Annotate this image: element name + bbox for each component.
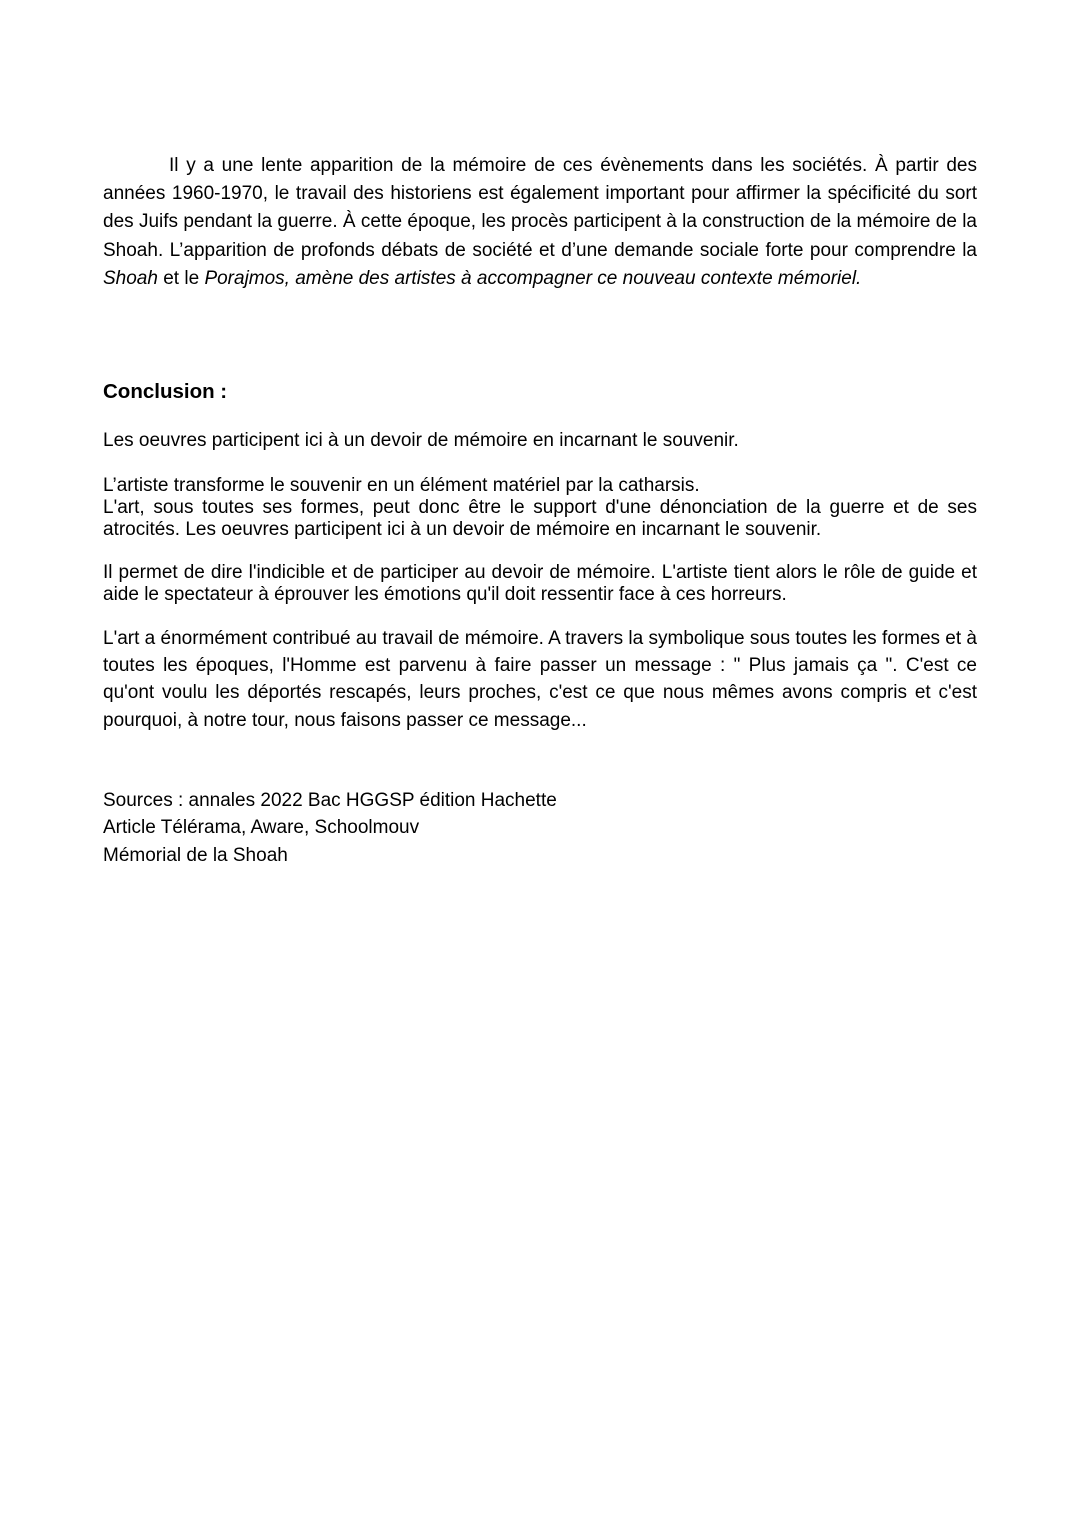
conclusion-paragraph-4: L'art a énormément contribué au travail de mémoire. A travers la symbolique sous toutes les formes et à toutes les époques, l'Homme est parvenu à faire passer un message : " Plus jamais ça ". C'est ce qu'ont voulu les déportés rescapés, leurs proches, c'est ce que nous mêmes avons compris et c'est pourquoi, à notre tour, nous faisons passer ce message... xyxy=(103,628,977,731)
intro-shoah-italic: Shoah xyxy=(103,267,158,289)
conclusion-heading: Conclusion : xyxy=(103,380,228,403)
source-item: Mémorial de la Shoah xyxy=(103,844,288,866)
intro-paragraph xyxy=(103,152,977,293)
conclusion-paragraph-2-line-1: L’artiste transforme le souvenir en un élément matériel par la catharsis. xyxy=(103,475,700,496)
source-item: Sources : annales 2022 Bac HGGSP édition Hachette xyxy=(103,790,557,811)
intro-text-part1: Il y a une lente apparition de la mémoire de ces évènements dans les sociétés. À partir des années 1960-1970, le travail des historiens est également important pour affirmer la spécificité du sort des Juifs pendant la guerre. À cette époque, les procès participent à la construction de la mémoire de la Shoah. L’apparition de profonds débats de société et d’une demande sociale forte pour comprendre la xyxy=(103,155,977,261)
intro-text-part2: et le xyxy=(157,267,205,289)
intro-italic-tail: Porajmos, amène des artistes à accompagner ce nouveau contexte mémoriel. xyxy=(204,267,862,289)
conclusion-paragraph-3: Il permet de dire l'indicible et de participer au devoir de mémoire. L'artiste tient alors le rôle de guide et aide le spectateur à éprouver les émotions qu'il doit ressentir face à ces horreurs. xyxy=(103,562,977,605)
conclusion-paragraph-1: Les oeuvres participent ici à un devoir de mémoire en incarnant le souvenir. xyxy=(103,430,739,451)
conclusion-paragraph-2 xyxy=(103,475,977,541)
source-item: Article Télérama, Aware, Schoolmouv xyxy=(103,817,420,839)
sources-list xyxy=(103,787,977,869)
conclusion-paragraph-2-line-2: L'art, sous toutes ses formes, peut donc être le support d'une dénonciation de la guerre et de ses atrocités. Les oeuvres participent ici à un devoir de mémoire en incarnant le souvenir. xyxy=(103,497,977,540)
